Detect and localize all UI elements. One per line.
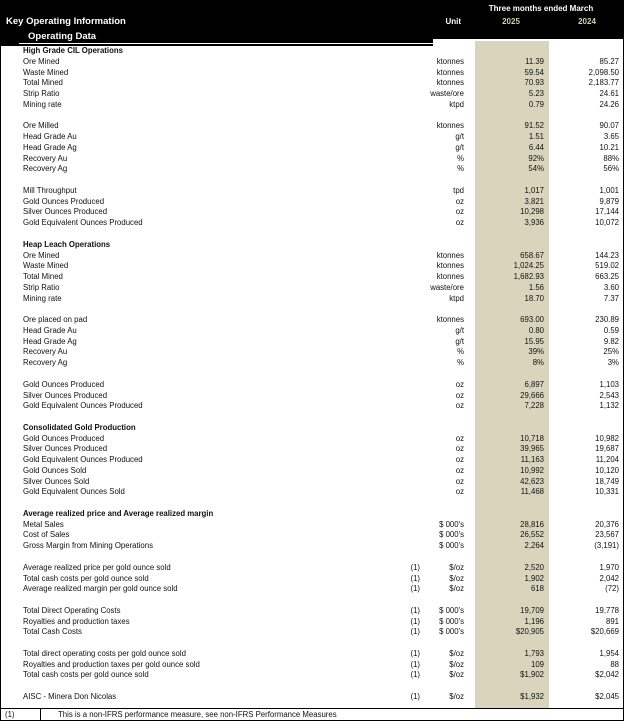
row-unit: $ 000's [439, 605, 464, 615]
table-row [1, 154, 623, 165]
table-row [1, 57, 623, 68]
row-unit: ktonnes [436, 78, 464, 88]
row-value-2024: 24.61 [599, 89, 619, 99]
table-row [1, 670, 623, 681]
row-value-2025: 618 [530, 584, 544, 594]
row-value-2025: $20,905 [515, 627, 544, 637]
report-header-banner [1, 1, 623, 46]
row-value-2024: (72) [605, 584, 619, 594]
row-unit: ktonnes [436, 56, 464, 66]
row-value-2025: 11,163 [520, 455, 544, 465]
row-unit: $/oz [449, 562, 464, 572]
row-value-2025: 3,821 [524, 196, 544, 206]
row-unit: ktpd [449, 99, 464, 109]
year-2025-column-header: 2025 [502, 17, 520, 26]
row-value-2024: 3% [607, 358, 619, 368]
row-unit: % [457, 153, 464, 163]
row-value-2024: 10,982 [595, 433, 619, 443]
row-value-2024: 10,072 [595, 218, 619, 228]
row-label: Silver Ounces Produced [23, 390, 108, 400]
row-label: Royalties and production taxes per gold ounce sold [23, 659, 200, 669]
row-value-2025: 1,682.93 [513, 272, 544, 282]
row-label: Royalties and production taxes [23, 616, 130, 626]
row-value-2024: 18,749 [595, 476, 619, 486]
table-row [1, 143, 623, 154]
table-row [1, 477, 623, 488]
row-label: Strip Ratio [23, 282, 60, 292]
row-value-2025: 29,666 [520, 390, 544, 400]
row-unit: ktonnes [436, 121, 464, 131]
row-value-2024: 24.26 [599, 99, 619, 109]
operating-data-section-title: Operating Data [28, 31, 97, 42]
row-label: Consolidated Gold Production [23, 422, 136, 432]
row-unit: oz [455, 476, 464, 486]
row-footnote-ref: (1) [410, 584, 420, 594]
table-row [1, 574, 623, 585]
row-label: Ore Mined [23, 250, 60, 260]
row-value-2024: 230.89 [595, 315, 619, 325]
row-value-2024: 10,120 [595, 465, 619, 475]
row-label: Cost of Sales [23, 530, 70, 540]
row-unit: oz [455, 218, 464, 228]
row-label: Average realized price per gold ounce sold [23, 562, 171, 572]
row-value-2025: 11,468 [520, 487, 544, 497]
row-value-2025: $1,902 [520, 670, 544, 680]
row-value-2024: 88% [603, 153, 619, 163]
table-row [1, 627, 623, 638]
row-unit: ktpd [449, 293, 464, 303]
row-value-2025: 19,709 [520, 605, 544, 615]
row-value-2025: 693.00 [520, 315, 544, 325]
table-row [1, 606, 623, 617]
row-value-2024: 10,331 [595, 487, 619, 497]
row-label: Head Grade Ag [23, 336, 77, 346]
row-value-2025: 109 [530, 659, 544, 669]
table-row [1, 261, 623, 272]
row-value-2025: 59.54 [524, 67, 544, 77]
row-unit: % [457, 347, 464, 357]
row-label: Gold Equivalent Ounces Sold [23, 487, 125, 497]
table-row [1, 434, 623, 445]
row-value-2025: 10,992 [520, 465, 544, 475]
row-label: Recovery Au [23, 347, 68, 357]
table-row [1, 391, 623, 402]
table-row [1, 337, 623, 348]
row-value-2025: 18.70 [524, 293, 544, 303]
row-label: Gold Ounces Produced [23, 196, 105, 206]
row-label: Strip Ratio [23, 89, 60, 99]
table-row [1, 444, 623, 455]
row-value-2024: 2,098.50 [588, 67, 619, 77]
row-unit: $/oz [449, 659, 464, 669]
row-unit: oz [455, 207, 464, 217]
row-value-2024: 88 [610, 659, 619, 669]
row-value-2024: $20,669 [590, 627, 619, 637]
row-value-2025: 8% [532, 358, 544, 368]
table-row [1, 466, 623, 477]
footnote [1, 709, 623, 721]
table-row [1, 78, 623, 89]
row-value-2025: 70.93 [524, 78, 544, 88]
row-value-2025: 92% [528, 153, 544, 163]
table-row [1, 423, 623, 434]
row-value-2024: 9,879 [599, 196, 619, 206]
row-unit: $ 000's [439, 616, 464, 626]
table-row [1, 487, 623, 498]
row-unit: ktonnes [436, 261, 464, 271]
row-value-2024: 25% [603, 347, 619, 357]
table-row [1, 563, 623, 574]
row-label: Recovery Ag [23, 358, 68, 368]
row-value-2024: 9.82 [603, 336, 619, 346]
table-row [1, 617, 623, 628]
table-row [1, 660, 623, 671]
row-label: Average realized margin per gold ounce sold [23, 584, 178, 594]
row-value-2025: 1.56 [528, 282, 544, 292]
row-value-2024: (3,191) [594, 541, 619, 551]
row-label: Total Cash Costs [23, 627, 82, 637]
row-unit: % [457, 358, 464, 368]
table-row [1, 164, 623, 175]
row-value-2025: 0.80 [528, 325, 544, 335]
row-value-2024: 144.23 [595, 250, 619, 260]
table-row [1, 304, 623, 315]
row-label: Silver Ounces Produced [23, 207, 108, 217]
row-unit: $ 000's [439, 519, 464, 529]
table-row [1, 347, 623, 358]
row-value-2025: 6.44 [528, 142, 544, 152]
footnote-text: This is a non-IFRS performance measure, see non-IFRS Performance Measures [58, 710, 337, 719]
row-value-2024: 17,144 [595, 207, 619, 217]
row-value-2024: 56% [603, 164, 619, 174]
row-unit: oz [455, 487, 464, 497]
row-unit: g/t [455, 336, 464, 346]
table-row [1, 240, 623, 251]
row-label: Mining rate [23, 293, 62, 303]
row-value-2024: 519.02 [595, 261, 619, 271]
row-value-2024: 3.65 [603, 132, 619, 142]
row-value-2025: 1.51 [528, 132, 544, 142]
table-row [1, 111, 623, 122]
table-row [1, 326, 623, 337]
row-label: Gross Margin from Mining Operations [23, 541, 153, 551]
row-value-2025: 2,264 [524, 541, 544, 551]
row-value-2024: 19,778 [595, 605, 619, 615]
row-value-2025: 15.95 [524, 336, 544, 346]
table-row [1, 207, 623, 218]
row-unit: $/oz [449, 691, 464, 701]
row-value-2024: 23,567 [595, 530, 619, 540]
row-label: Ore Milled [23, 121, 59, 131]
table-row [1, 455, 623, 466]
row-value-2025: 658.67 [520, 250, 544, 260]
row-unit: oz [455, 465, 464, 475]
row-label: AISC - Minera Don Nicolas [23, 691, 117, 701]
row-unit: ktonnes [436, 67, 464, 77]
row-value-2024: 7.37 [603, 293, 619, 303]
table-row [1, 498, 623, 509]
row-unit: oz [455, 390, 464, 400]
row-unit: tpd [453, 185, 464, 195]
table-row [1, 584, 623, 595]
table-row [1, 401, 623, 412]
row-label: Total Mined [23, 272, 63, 282]
row-unit: ktonnes [436, 315, 464, 325]
table-row [1, 175, 623, 186]
row-unit: $/oz [449, 573, 464, 583]
row-value-2025: 42,623 [520, 476, 544, 486]
row-value-2025: 28,816 [520, 519, 544, 529]
row-label: Recovery Au [23, 153, 68, 163]
table-row [1, 358, 623, 369]
row-value-2024: 3.60 [603, 282, 619, 292]
table-row [1, 100, 623, 111]
row-label: Gold Equivalent Ounces Produced [23, 401, 143, 411]
row-value-2024: 891 [605, 616, 619, 626]
row-label: Waste Mined [23, 261, 69, 271]
row-value-2025: 5.23 [528, 89, 544, 99]
row-unit: oz [455, 196, 464, 206]
row-label: Gold Ounces Sold [23, 465, 87, 475]
table-row [1, 294, 623, 305]
row-value-2024: $2,045 [595, 691, 619, 701]
row-value-2025: 91.52 [524, 121, 544, 131]
row-footnote-ref: (1) [410, 659, 420, 669]
table-row [1, 197, 623, 208]
row-value-2024: 663.25 [595, 272, 619, 282]
row-unit: oz [455, 433, 464, 443]
row-unit: $ 000's [439, 541, 464, 551]
row-unit: oz [455, 401, 464, 411]
table-row [1, 380, 623, 391]
table-row [1, 251, 623, 262]
row-label: Metal Sales [23, 519, 64, 529]
row-unit: $/oz [449, 584, 464, 594]
row-label: Silver Ounces Produced [23, 444, 108, 454]
row-footnote-ref: (1) [410, 627, 420, 637]
row-label: Head Grade Au [23, 132, 77, 142]
row-value-2025: 6,897 [524, 379, 544, 389]
row-value-2025: 1,017 [524, 185, 544, 195]
row-label: High Grade CIL Operations [23, 46, 123, 55]
row-unit: ktonnes [436, 272, 464, 282]
row-label: Recovery Ag [23, 164, 68, 174]
table-row [1, 681, 623, 692]
row-footnote-ref: (1) [410, 691, 420, 701]
row-value-2024: 2,042 [599, 573, 619, 583]
row-label: Gold Ounces Produced [23, 433, 105, 443]
table-row [1, 552, 623, 563]
row-footnote-ref: (1) [410, 562, 420, 572]
row-value-2024: 0.59 [603, 325, 619, 335]
table-row [1, 46, 623, 57]
row-value-2025: 39% [528, 347, 544, 357]
table-row [1, 649, 623, 660]
row-label: Waste Mined [23, 67, 69, 77]
row-label: Silver Ounces Sold [23, 476, 90, 486]
row-value-2024: 90.07 [599, 121, 619, 131]
table-row [1, 692, 623, 703]
row-label: Average realized price and Average realized margin [23, 508, 214, 518]
row-value-2025: 26,552 [520, 530, 544, 540]
row-value-2024: 1,103 [599, 379, 619, 389]
row-value-2025: 0.79 [528, 99, 544, 109]
row-label: Total direct operating costs per gold ounce sold [23, 648, 186, 658]
table-row [1, 315, 623, 326]
row-unit: $ 000's [439, 627, 464, 637]
row-value-2025: 1,902 [524, 573, 544, 583]
row-value-2025: 54% [528, 164, 544, 174]
row-value-2024: 11,204 [595, 455, 619, 465]
row-unit: g/t [455, 142, 464, 152]
row-footnote-ref: (1) [410, 605, 420, 615]
row-unit: $ 000's [439, 530, 464, 540]
row-value-2024: 20,376 [595, 519, 619, 529]
row-unit: $/oz [449, 670, 464, 680]
table-row [1, 272, 623, 283]
row-value-2025: 1,024.25 [513, 261, 544, 271]
row-unit: waste/ore [430, 89, 464, 99]
table-row [1, 283, 623, 294]
table-row [1, 89, 623, 100]
row-value-2025: 2,520 [524, 562, 544, 572]
table-row [1, 541, 623, 552]
row-value-2024: 2,543 [599, 390, 619, 400]
row-label: Total cash costs per gold ounce sold [23, 670, 149, 680]
table-row [1, 121, 623, 132]
year-2024-column-header: 2024 [578, 17, 596, 26]
row-value-2024: 1,954 [599, 648, 619, 658]
row-footnote-ref: (1) [410, 573, 420, 583]
row-value-2025: 39,965 [520, 444, 544, 454]
operating-data-underline [19, 43, 433, 44]
row-label: Head Grade Au [23, 325, 77, 335]
row-value-2024: 1,970 [599, 562, 619, 572]
table-row [1, 520, 623, 531]
table-row [1, 509, 623, 520]
row-value-2024: $2,042 [595, 670, 619, 680]
table-row [1, 638, 623, 649]
row-value-2025: 10,718 [520, 433, 544, 443]
row-value-2025: 11.39 [525, 56, 544, 66]
table-row [1, 369, 623, 380]
row-value-2025: 7,228 [524, 401, 544, 411]
row-unit: $/oz [449, 648, 464, 658]
row-value-2024: 19,687 [595, 444, 619, 454]
row-footnote-ref: (1) [410, 648, 420, 658]
table-row [1, 412, 623, 423]
row-unit: % [457, 164, 464, 174]
row-label: Ore Mined [23, 56, 60, 66]
table-row [1, 530, 623, 541]
row-label: Gold Equivalent Ounces Produced [23, 218, 143, 228]
row-unit: g/t [455, 325, 464, 335]
row-value-2025: 10,298 [520, 207, 544, 217]
table-row [1, 132, 623, 143]
table-row [1, 595, 623, 606]
row-label: Mill Throughput [23, 185, 77, 195]
row-label: Mining rate [23, 99, 62, 109]
row-value-2024: 1,001 [599, 185, 619, 195]
row-label: Ore placed on pad [23, 315, 88, 325]
row-value-2024: 1,132 [599, 401, 619, 411]
row-label: Total cash costs per gold ounce sold [23, 573, 149, 583]
row-unit: waste/ore [430, 282, 464, 292]
row-value-2025: $1,932 [520, 691, 544, 701]
row-unit: g/t [455, 132, 464, 142]
table-row [1, 68, 623, 79]
row-footnote-ref: (1) [410, 670, 420, 680]
row-footnote-ref: (1) [410, 616, 420, 626]
row-unit: oz [455, 444, 464, 454]
row-value-2025: 1,793 [524, 648, 544, 658]
report-title: Key Operating Information [6, 16, 126, 27]
operating-data-table [1, 46, 623, 703]
table-row [1, 186, 623, 197]
row-label: Gold Ounces Produced [23, 379, 105, 389]
row-value-2025: 1,196 [524, 616, 544, 626]
row-unit: ktonnes [436, 250, 464, 260]
row-unit: oz [455, 379, 464, 389]
unit-column-header: Unit [445, 17, 461, 26]
row-value-2024: 10.21 [599, 142, 619, 152]
row-unit: oz [455, 455, 464, 465]
period-header: Three months ended March [488, 4, 594, 13]
footnote-ref: (1) [1, 709, 41, 720]
table-row [1, 218, 623, 229]
row-label: Gold Equivalent Ounces Produced [23, 455, 143, 465]
row-label: Head Grade Ag [23, 142, 77, 152]
row-label: Total Direct Operating Costs [23, 605, 121, 615]
row-value-2024: 85.27 [599, 56, 619, 66]
table-row [1, 229, 623, 240]
row-label: Total Mined [23, 78, 63, 88]
row-value-2024: 2,183.77 [588, 78, 619, 88]
row-value-2025: 3,936 [524, 218, 544, 228]
row-label: Heap Leach Operations [23, 239, 111, 249]
